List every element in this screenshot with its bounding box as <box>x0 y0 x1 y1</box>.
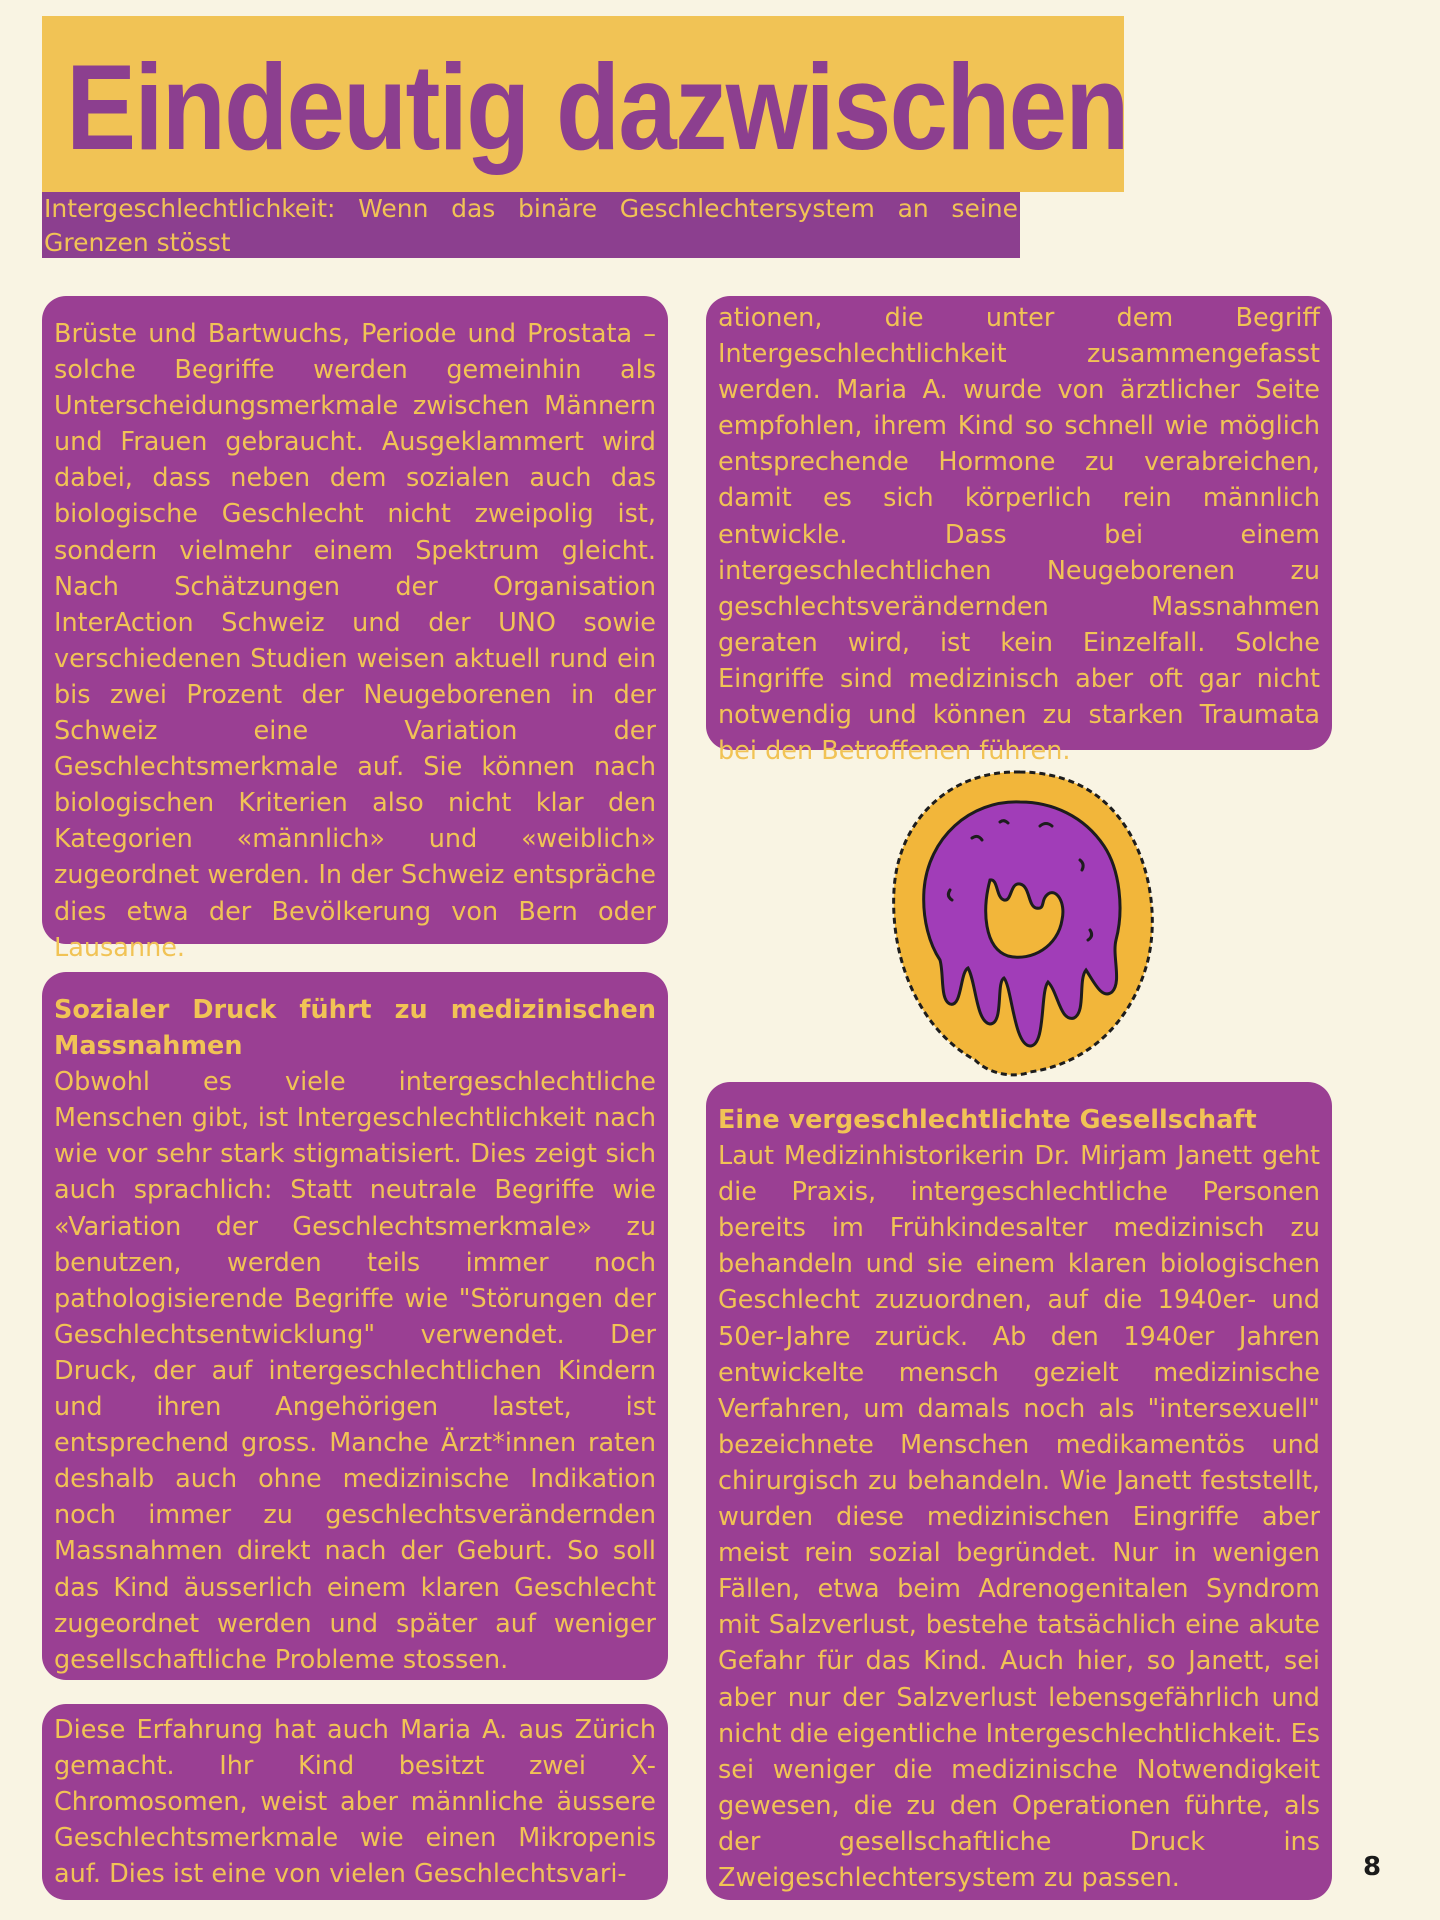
section-heading-social-pressure: Sozialer Druck führt zu medizinischen Massnahmen <box>54 995 656 1062</box>
maria-box <box>42 1704 668 1900</box>
page-title: Eindeutig dazwischen <box>66 39 1128 175</box>
page-number: 8 <box>1362 1852 1382 1882</box>
intro-paragraph: Brüste und Bartwuchs, Periode und Prostata – solche Begriffe werden gemeinhin als Unterscheidungsmerkmale zwischen Männern und Frauen gebraucht. Ausgeklammert wird dabei, dass neben dem sozialen auch das biologische Geschlecht nicht zweipolig ist, sondern vielmehr einem Spektrum gleicht. Nach Schätzungen der Organisation InterAction Schweiz und der UNO sowie verschiedenen Studien weisen aktuell rund ein bis zwei Prozent der Neugeborenen in der Schweiz eine Variation der Geschlechtsmerkmale auf. Sie können nach biologischen Kriterien also nicht klar den Kategorien «männlich» und «weiblich» zugeordnet werden. In der Schweiz entspräche dies etwa der Bevölkerung von Bern oder Lausanne. <box>54 319 656 963</box>
section-heading-gendered-society: Eine vergeschlechtlichte Gesellschaft <box>718 1105 1257 1135</box>
gendered-society-box <box>706 1082 1332 1900</box>
melting-donut-icon <box>880 760 1160 1080</box>
social-pressure-paragraph: Obwohl es viele intergeschlechtliche Menschen gibt, ist Intergeschlechtlichkeit nach wie vor sehr stark stigmatisiert. Dies zeigt sich auch sprachlich: Statt neutrale Begriffe wie «Variation der Geschlechtsmerkmale» zu benutzen, werden teils immer noch pathologisierende Begriffe wie "Störungen der Geschlechtsentwicklung" verwendet. Der Druck, der auf intergeschlechtlichen Kindern und ihren Angehörigen lastet, ist entsprechend gross. Manche Ärzt*innen raten deshalb auch ohne medizinische Indikation noch immer zu geschlechtsverändernden Massnahmen direkt nach der Geburt. So soll das Kind äusserlich einem klaren Geschlecht zugeordnet werden und später auf weniger gesellschaftliche Probleme stossen. <box>54 1067 656 1675</box>
page-subtitle: Intergeschlechtlichkeit: Wenn das binäre Geschlechtersystem an seine Grenzen stösst <box>44 194 1018 257</box>
continuation-paragraph: ationen, die unter dem Begriff Intergeschlechtlichkeit zusammengefasst werden. Maria A. wurde von ärztlicher Seite empfohlen, ihrem Kind so schnell wie möglich entsprechende Hormone zu verabreichen, damit es sich körperlich rein männlich entwickle. Dass bei einem intergeschlechtlichen Neugeborenen zu geschlechtsverändernden Massnahmen geraten wird, ist kein Einzelfall. Solche Eingriffe sind medizinisch aber oft gar nicht notwendig und können zu starken Traumata bei den Betroffenen führen. <box>718 303 1320 767</box>
gendered-society-paragraph: Laut Medizinhistorikerin Dr. Mirjam Janett geht die Praxis, intergeschlechtliche Personen bereits im Frühkindesalter medizinisch zu behandeln und sie einem klaren biologischen Geschlecht zuzuordnen, auf die 1940er- und 50er-Jahre zurück. Ab den 1940er Jahren entwickelte mensch gezielt medizinische Verfahren, um damals noch als "intersexuell" bezeichnete Menschen medikamentös und chirurgisch zu behandeln. Wie Janett feststellt, wurden diese medizinischen Eingriffe aber meist rein sozial begründet. Nur in wenigen Fällen, etwa beim Adrenogenitalen Syndrom mit Salzverlust, bestehe tatsächlich eine akute Gefahr für das Kind. Auch hier, so Janett, sei aber nur der Salzverlust lebensgefährlich und nicht die eigentliche Intergeschlechtlichkeit. Es sei weniger die medizinische Notwendigkeit gewesen, die zu den Operationen führte, als der gesellschaftliche Druck ins Zweigeschlechtersystem zu passen. <box>718 1141 1320 1893</box>
continuation-box <box>706 296 1332 767</box>
social-pressure-box <box>42 972 668 1680</box>
intro-box <box>42 296 668 963</box>
maria-paragraph: Diese Erfahrung hat auch Maria A. aus Zürich gemacht. Ihr Kind besitzt zwei X-Chromosomen, weist aber männliche äussere Geschlechtsmerkmale wie einen Mikropenis auf. Dies ist eine von vielen Geschlechtsvari- <box>54 1715 656 1890</box>
